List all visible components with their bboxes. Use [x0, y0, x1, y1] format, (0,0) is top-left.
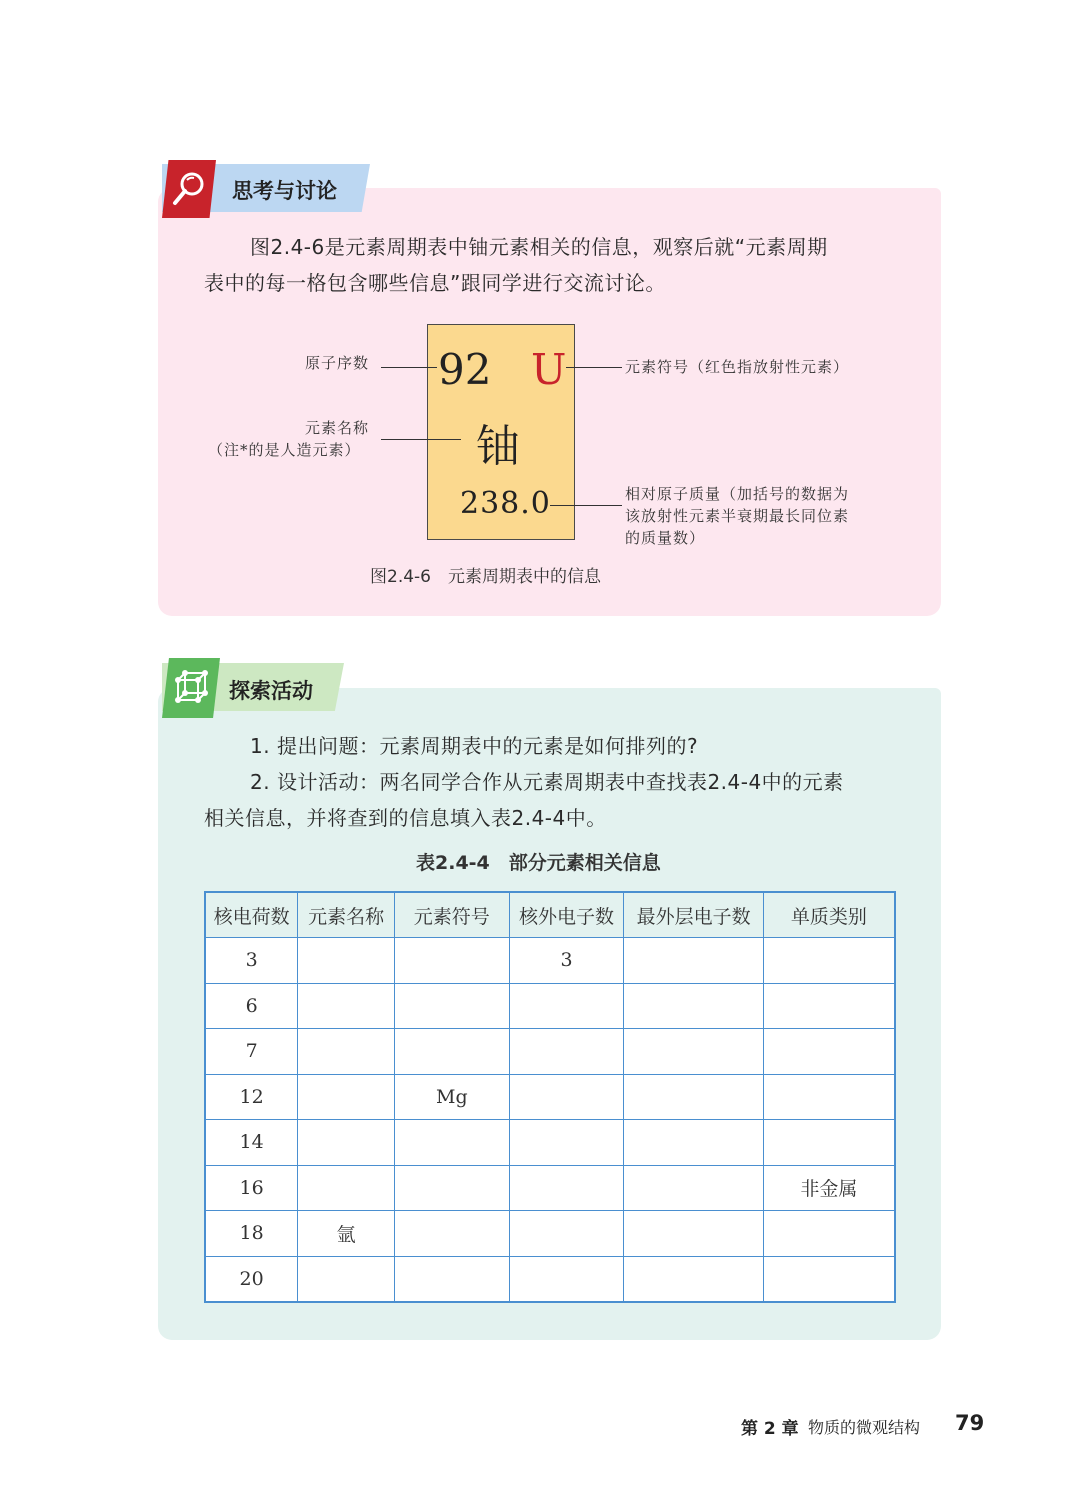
- table-cell: [624, 1074, 764, 1120]
- table-row: [205, 938, 895, 984]
- header-outer-electrons: 最外层电子数: [624, 892, 764, 938]
- element-info-table: [204, 891, 896, 1303]
- header-nuclear-charge: 核电荷数: [205, 892, 298, 938]
- magnifier-icon: [172, 170, 206, 208]
- leader-line-symbol: [566, 367, 622, 368]
- table-cell: [509, 1120, 624, 1166]
- table-cell: 16: [205, 1165, 298, 1211]
- table-cell: [298, 1165, 395, 1211]
- table-cell: [298, 983, 395, 1029]
- label-name-line1: 元素名称: [305, 419, 370, 437]
- cube-badge: [162, 658, 220, 718]
- table-cell: [298, 1029, 395, 1075]
- label-mass-line1: 相对原子质量（加括号的数据为: [625, 485, 850, 503]
- table-cell: [394, 938, 509, 984]
- footer-chapter: 第 2 章: [741, 1419, 799, 1439]
- discussion-text-line2: 表中的每一格包含哪些信息”跟同学进行交流讨论。: [204, 271, 666, 295]
- table-cell: [763, 1211, 895, 1257]
- table-cell: [763, 983, 895, 1029]
- table-cell: [509, 1074, 624, 1120]
- table-cell: 非金属: [763, 1165, 895, 1211]
- table-cell: Mg: [394, 1074, 509, 1120]
- header-substance-type: 单质类别: [763, 892, 895, 938]
- table-row: [205, 1120, 895, 1166]
- page-number: 79: [955, 1411, 985, 1435]
- table-cell: [763, 1256, 895, 1302]
- table-cell: [394, 1165, 509, 1211]
- table-cell: [624, 1256, 764, 1302]
- table-row: [205, 1029, 895, 1075]
- table-cell: 3: [509, 938, 624, 984]
- table-cell: 氩: [298, 1211, 395, 1257]
- table-caption: 表2.4-4 部分元素相关信息: [416, 852, 661, 874]
- magnifier-badge: [162, 160, 216, 218]
- element-name: 铀: [476, 421, 520, 472]
- leader-line-atomic-number: [381, 367, 437, 368]
- table-cell: [394, 1029, 509, 1075]
- table-cell: [394, 1211, 509, 1257]
- header-element-symbol: 元素符号: [394, 892, 509, 938]
- table-cell: 20: [205, 1256, 298, 1302]
- table-row: [205, 1074, 895, 1120]
- label-atomic-number: 原子序数: [305, 354, 370, 372]
- table-row: [205, 1211, 895, 1257]
- table-cell: [763, 1120, 895, 1166]
- atomic-number: 92: [438, 345, 492, 394]
- table-cell: [624, 1211, 764, 1257]
- footer-chapter-title: 物质的微观结构: [808, 1418, 921, 1437]
- activity-item2-line2: 相关信息，并将查到的信息填入表2.4-4中。: [204, 806, 607, 830]
- table-cell: [763, 938, 895, 984]
- activity-item1: 1. 提出问题：元素周期表中的元素是如何排列的?: [250, 734, 699, 758]
- table-cell: [509, 1211, 624, 1257]
- activity-item2-line1: 2. 设计活动：两名同学合作从元素周期表中查找表2.4-4中的元素: [250, 770, 844, 794]
- figure-caption: 图2.4-6 元素周期表中的信息: [370, 567, 601, 587]
- table-cell: [624, 1120, 764, 1166]
- table-cell: 14: [205, 1120, 298, 1166]
- table-cell: 7: [205, 1029, 298, 1075]
- table-cell: [298, 1074, 395, 1120]
- table-cell: [509, 983, 624, 1029]
- table-cell: 18: [205, 1211, 298, 1257]
- leader-line-name: [381, 439, 461, 440]
- table-cell: [624, 938, 764, 984]
- table-cell: 12: [205, 1074, 298, 1120]
- table-cell: [394, 1256, 509, 1302]
- table-cell: [394, 983, 509, 1029]
- table-row: [205, 1165, 895, 1211]
- table-cell: [624, 983, 764, 1029]
- atomic-mass: 238.0: [460, 486, 551, 521]
- table-cell: [298, 938, 395, 984]
- discussion-text-line1: 图2.4-6是元素周期表中铀元素相关的信息，观察后就“元素周期: [250, 235, 828, 259]
- leader-line-mass: [550, 505, 622, 506]
- label-mass-line3: 的质量数）: [625, 529, 706, 547]
- header-electron-count: 核外电子数: [509, 892, 624, 938]
- section-title-explore: 探索活动: [229, 679, 313, 703]
- element-symbol: U: [531, 345, 567, 394]
- table-cell: [763, 1029, 895, 1075]
- table-cell: [624, 1165, 764, 1211]
- table-cell: [298, 1256, 395, 1302]
- table-cell: [509, 1029, 624, 1075]
- table-cell: [509, 1256, 624, 1302]
- table-cell: [624, 1029, 764, 1075]
- label-name-line2: （注*的是人造元素）: [208, 441, 361, 459]
- table-cell: [763, 1074, 895, 1120]
- label-mass-line2: 该放射性元素半衰期最长同位素: [625, 507, 850, 525]
- table-cell: 6: [205, 983, 298, 1029]
- table-cell: [298, 1120, 395, 1166]
- table-cell: [394, 1120, 509, 1166]
- section-title-think: 思考与讨论: [232, 179, 337, 203]
- table-row: [205, 983, 895, 1029]
- table-row: [205, 1256, 895, 1302]
- table-cell: [509, 1165, 624, 1211]
- label-symbol: 元素符号（红色指放射性元素）: [625, 358, 850, 376]
- cube-icon: [172, 668, 210, 708]
- header-element-name: 元素名称: [298, 892, 395, 938]
- table-header-row: [205, 892, 895, 938]
- table-cell: 3: [205, 938, 298, 984]
